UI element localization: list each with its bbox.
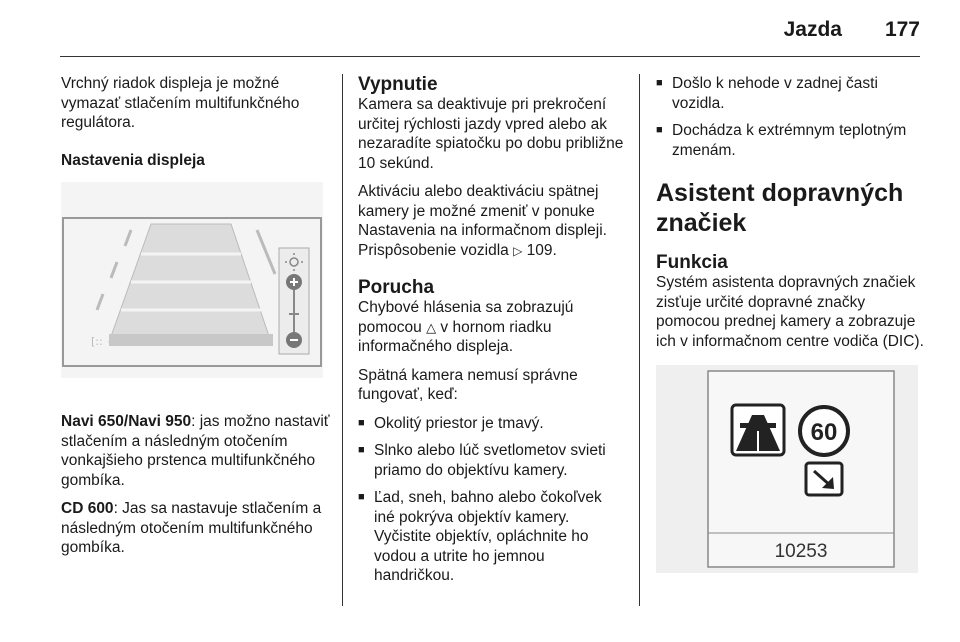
text-run: : Jas sa nastavuje stlačením a následným otočením multifunkčného gombíka. — [61, 500, 322, 556]
paragraph — [358, 298, 626, 357]
camera-display-illustration — [61, 182, 323, 378]
paragraph: Systém asistenta dopravných značiek zisťuje určité dopravné značky pomocou prednej kamery a zobrazuje ich v informačnom centre vodiča (DIC). — [656, 274, 924, 350]
page-reference-icon: ▷ — [513, 243, 523, 258]
paragraph — [358, 182, 626, 261]
plus-icon — [286, 274, 302, 290]
text-run: : jas možno nastaviť stlačením a následným otočením vonkajšieho prstenca multifunkčného gombíka. — [61, 413, 330, 489]
section-name: Jazda — [783, 18, 842, 41]
page-number: 177 — [884, 18, 920, 41]
bold-term: Navi 650/Navi 950 — [61, 413, 192, 430]
warning-triangle-icon: △ — [426, 319, 437, 335]
heading-funkcia: Funkcia — [656, 252, 728, 273]
bullet-list — [358, 414, 626, 586]
list-item: ■ Okolitý priestor je tmavý. — [358, 414, 626, 434]
header-rule — [60, 56, 920, 57]
motorway-sign-icon — [732, 405, 784, 455]
section-title: Asistent dopravných značiek — [656, 179, 904, 237]
bold-term: CD 600 — [61, 500, 114, 517]
svg-text:[::: [:: — [91, 335, 103, 348]
page-header — [0, 0, 960, 54]
minus-icon — [286, 332, 302, 348]
page-reference: 109. — [526, 241, 557, 259]
list-item: ■ Slnko alebo lúč svetlometov svieti priamo do objektívu kamery. — [358, 441, 626, 480]
dic-display-graphic — [656, 365, 918, 573]
camera-view-graphic — [61, 182, 323, 378]
paragraph: Vrchný riadok displeja je možné vymazať stlačením multifunkčného regulátora. — [61, 75, 300, 131]
list-item: ■ Ľad, sneh, bahno alebo čokoľvek iné pokrýva objektív kamery. Vyčistite objektív, opláchnite ho vodou a utrite ho jemnou handričkou. — [358, 488, 626, 586]
paragraph — [61, 499, 331, 558]
odometer-value: 10253 — [774, 541, 828, 562]
heading-vypnutie: Vypnutie — [358, 74, 438, 95]
list-item: ■ Došlo k nehode v zadnej časti vozidla. — [656, 74, 926, 113]
arrow-down-right-icon — [806, 463, 842, 495]
list-item: ■ Dochádza k extrémnym teplotným zmenám. — [656, 121, 926, 160]
text-run: Chybové hlásenia sa zobrazujú pomocou — [358, 299, 574, 336]
paragraph: Spätná kamera nemusí správne fungovať, keď: — [358, 366, 578, 403]
speed-limit-value: 60 — [810, 419, 838, 446]
subheading: Nastavenia displeja — [61, 151, 205, 169]
heading-porucha: Porucha — [358, 277, 435, 298]
column-middle — [358, 74, 626, 594]
paragraph: Kamera sa deaktivuje pri prekročení určitej rýchlosti jazdy vpred alebo ak nezaradíte spiatočku po dobu približne 10 sekúnd. — [358, 96, 624, 172]
text-run: Aktiváciu alebo deaktiváciu spätnej kamery je možné zmeniť v ponuke Nastavenia na informačnom displeji. Prispôsobenie vozidla — [358, 183, 607, 259]
speed-limit-sign — [800, 407, 848, 455]
text-run: v hornom riadku informačného displeja. — [358, 318, 552, 355]
column-divider — [639, 74, 640, 606]
bullet-list — [656, 74, 926, 160]
column-left — [61, 74, 331, 567]
paragraph — [61, 412, 331, 490]
column-divider — [342, 74, 343, 606]
column-right — [656, 74, 926, 573]
traffic-sign-display-illustration — [656, 365, 918, 573]
